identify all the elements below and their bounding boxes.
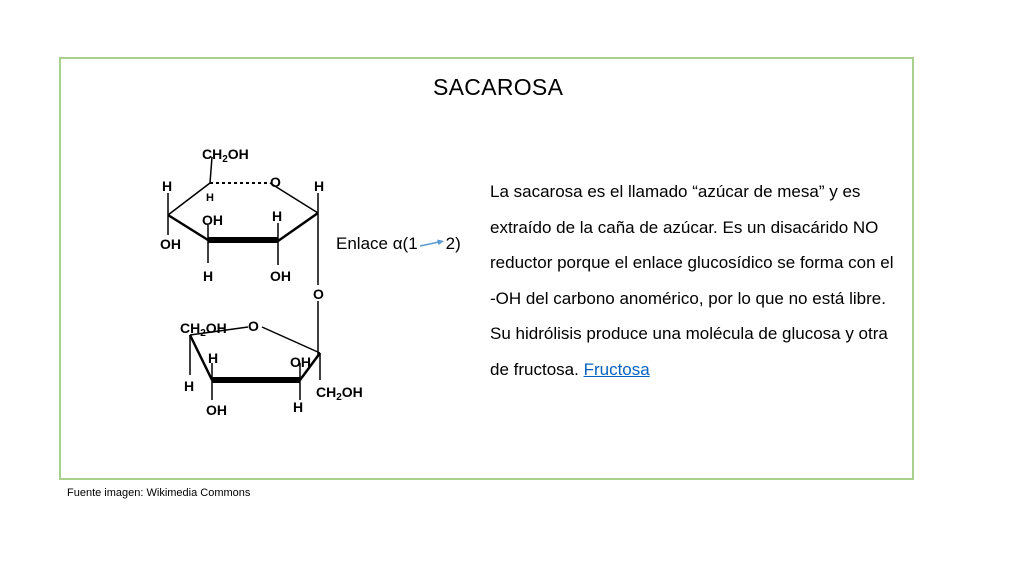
fructose-ch2oh-right: $CH_2OH$ [316, 384, 363, 403]
bond-label-prefix: Enlace α(1 [336, 234, 418, 253]
glucose-h-under-ch2oh: H [206, 192, 214, 204]
slide-title: SACAROSA [433, 74, 564, 100]
glycosidic-bond-label [336, 234, 461, 254]
fructosa-link[interactable]: Fructosa [583, 359, 650, 379]
glucose-ring-oxygen: O [270, 174, 281, 190]
fructose-ch2oh-label: $CH_2OH$ [180, 320, 227, 339]
glucose-h-bottom-left: H [203, 268, 214, 284]
glucose-oh-bottom-right: OH [270, 268, 291, 284]
sucrose-structure-diagram [150, 135, 390, 425]
fructose-h-top: H [208, 350, 219, 366]
fructose-ring-oxygen: O [248, 318, 259, 334]
glucose-h-left: H [162, 178, 173, 194]
bridge-oxygen: O [313, 286, 324, 302]
glucose-h-mid: H [272, 208, 283, 224]
fructose-h-left: H [184, 378, 195, 394]
fructose-h-bottom-right: H [293, 399, 304, 415]
image-source-caption: Fuente imagen: Wikimedia Commons [67, 487, 251, 499]
fructose-oh-right: OH [290, 354, 311, 370]
fructose-oh-bottom: OH [206, 402, 227, 418]
sucrose-description [490, 174, 900, 387]
bond-label-suffix: 2) [445, 234, 461, 253]
glucose-ch2oh-label: $CH_2OH$ [202, 146, 249, 165]
glucose-oh-left: OH [160, 236, 181, 252]
glucose-h-right: H [314, 178, 325, 194]
description-text: La sacarosa es el llamado “azúcar de mesa” y es extraído de la caña de azúcar. Es un disacárido NO reductor porque el enlace glucosídico se forma con el -OH del carbono anomérico, por lo que no está libre. Su hidrólisis produce una molécula de glucosa y otra de fructosa. [490, 182, 894, 379]
glucose-oh-mid: OH [202, 212, 223, 228]
arrow-right-icon [419, 238, 445, 252]
